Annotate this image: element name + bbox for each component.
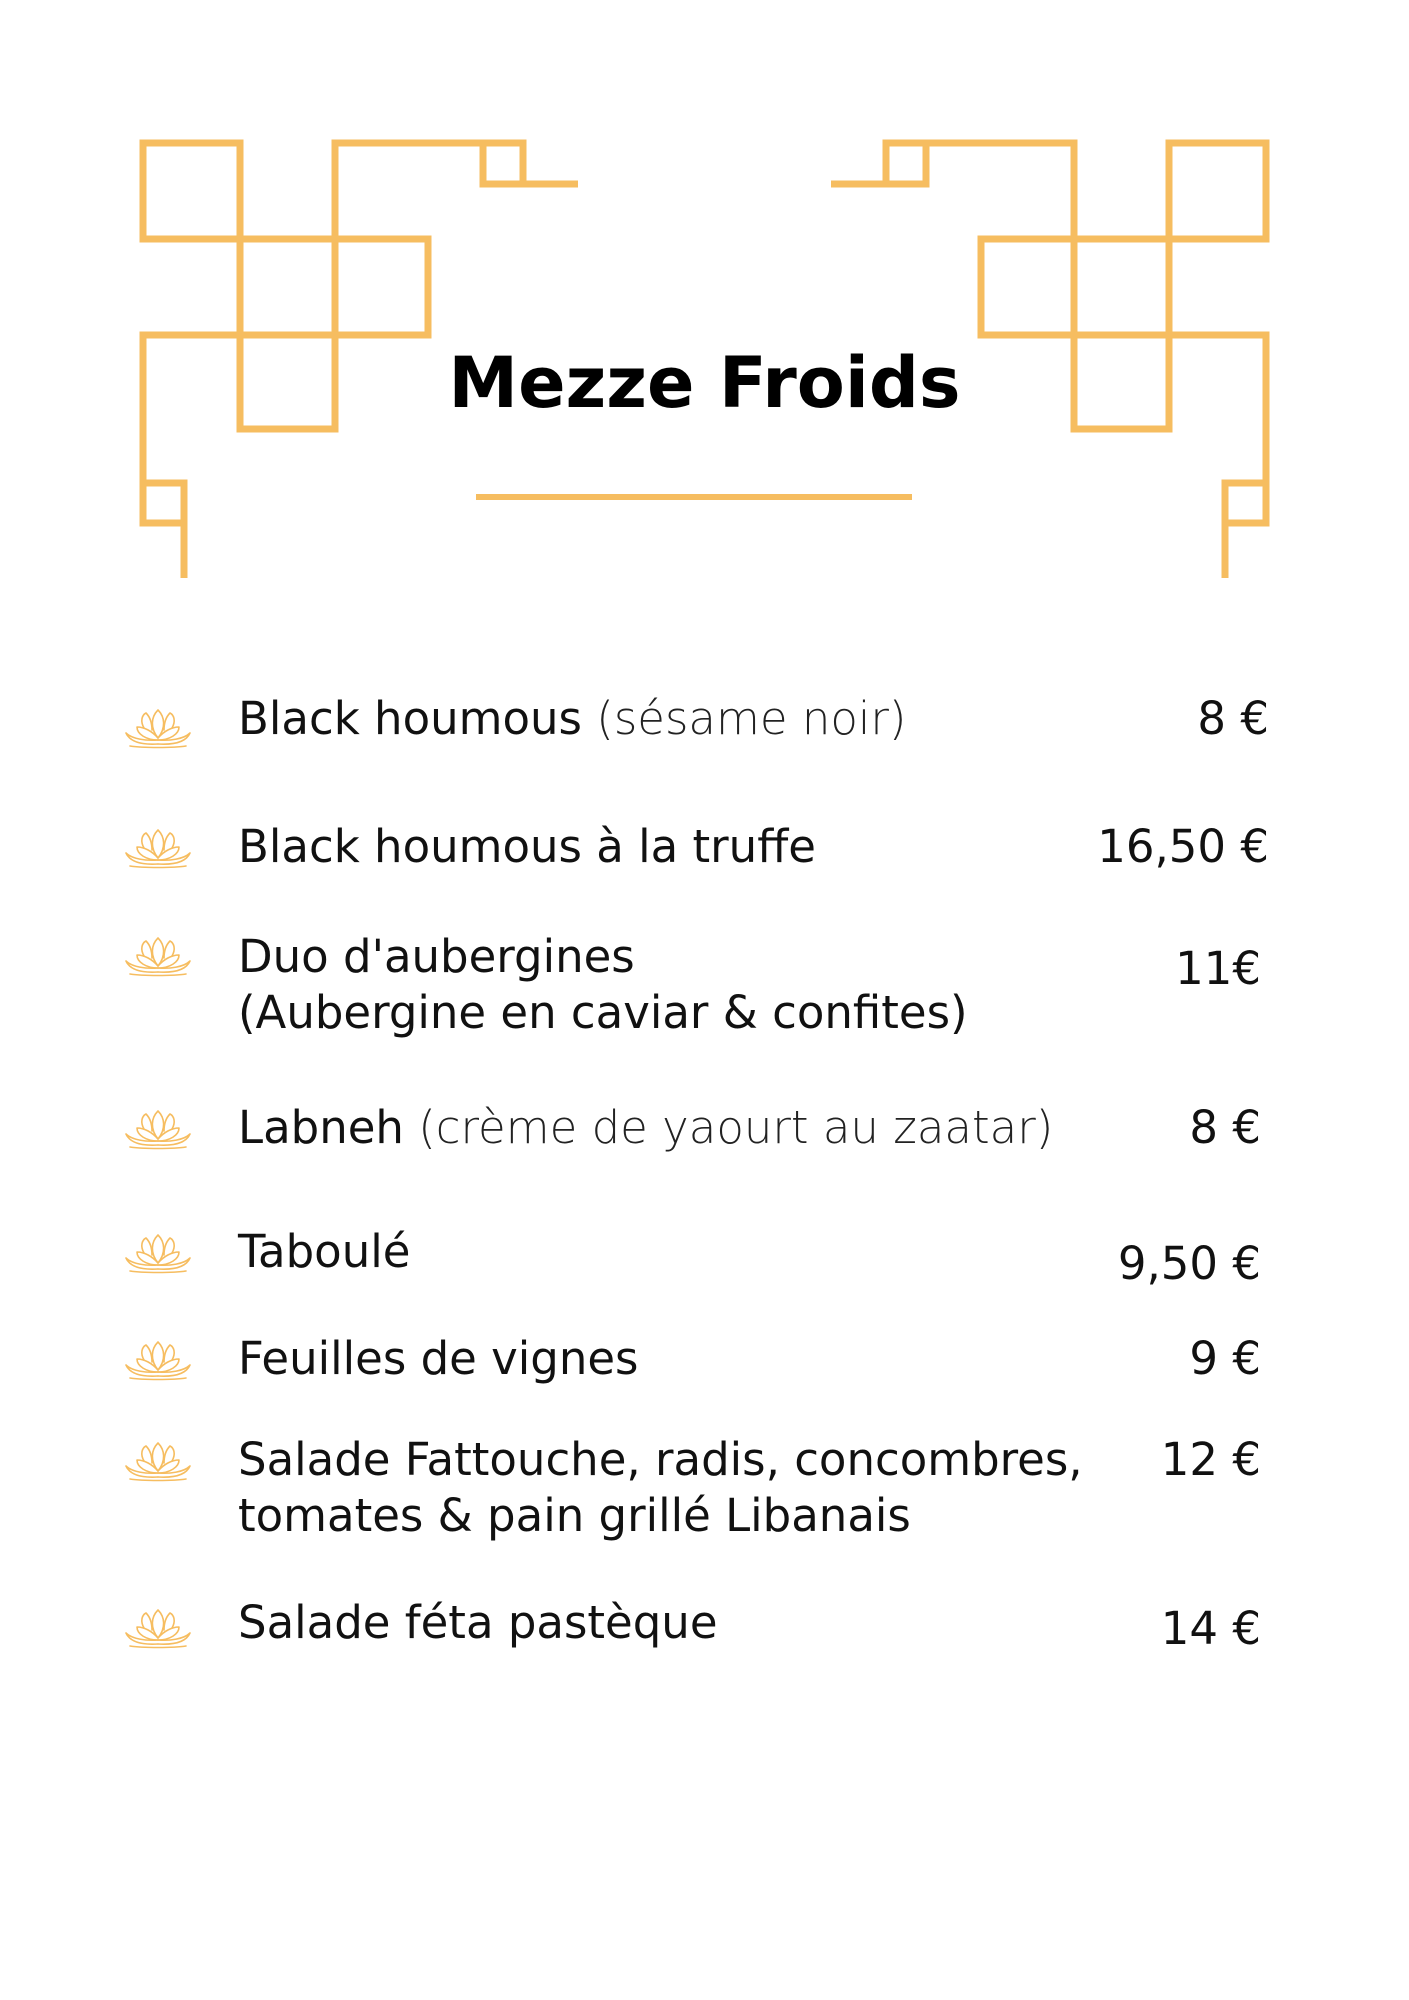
item-detail: tomates & pain grillé Libanais: [238, 1489, 911, 1542]
lotus-icon: [122, 1439, 194, 1483]
item-detail: (Aubergine en caviar & confites): [238, 986, 968, 1039]
lotus-icon: [122, 1606, 194, 1650]
item-name: Feuilles de vignes: [238, 1332, 639, 1385]
item-price: 14 €: [1160, 1602, 1261, 1655]
lotus-icon: [122, 1231, 194, 1275]
item-price: 9,50 €: [1117, 1237, 1261, 1290]
item-name: Salade féta pastèque: [238, 1596, 718, 1649]
item-name: Labneh: [238, 1101, 404, 1154]
item-price: 8 €: [1197, 692, 1269, 745]
item-name: Black houmous: [238, 692, 582, 745]
item-price: 9 €: [1189, 1332, 1261, 1385]
item-price: 16,50 €: [1097, 820, 1269, 873]
lotus-icon: [122, 1107, 194, 1151]
item-detail: (sésame noir): [596, 692, 907, 745]
item-name: Duo d'aubergines: [238, 930, 635, 983]
lotus-icon: [122, 706, 194, 750]
greek-key-ornament: [0, 0, 1409, 600]
item-price: 11€: [1175, 942, 1261, 995]
item-name: Taboulé: [238, 1225, 411, 1278]
page-title: Mezze Froids: [448, 342, 961, 424]
item-detail: (crème de yaourt au zaatar): [418, 1101, 1054, 1154]
item-name: Salade Fattouche, radis, concombres,: [238, 1433, 1083, 1486]
item-price: 8 €: [1189, 1101, 1261, 1154]
lotus-icon: [122, 1338, 194, 1382]
lotus-icon: [122, 934, 194, 978]
item-name: Black houmous à la truffe: [238, 820, 816, 873]
lotus-icon: [122, 826, 194, 870]
item-price: 12 €: [1160, 1433, 1261, 1486]
